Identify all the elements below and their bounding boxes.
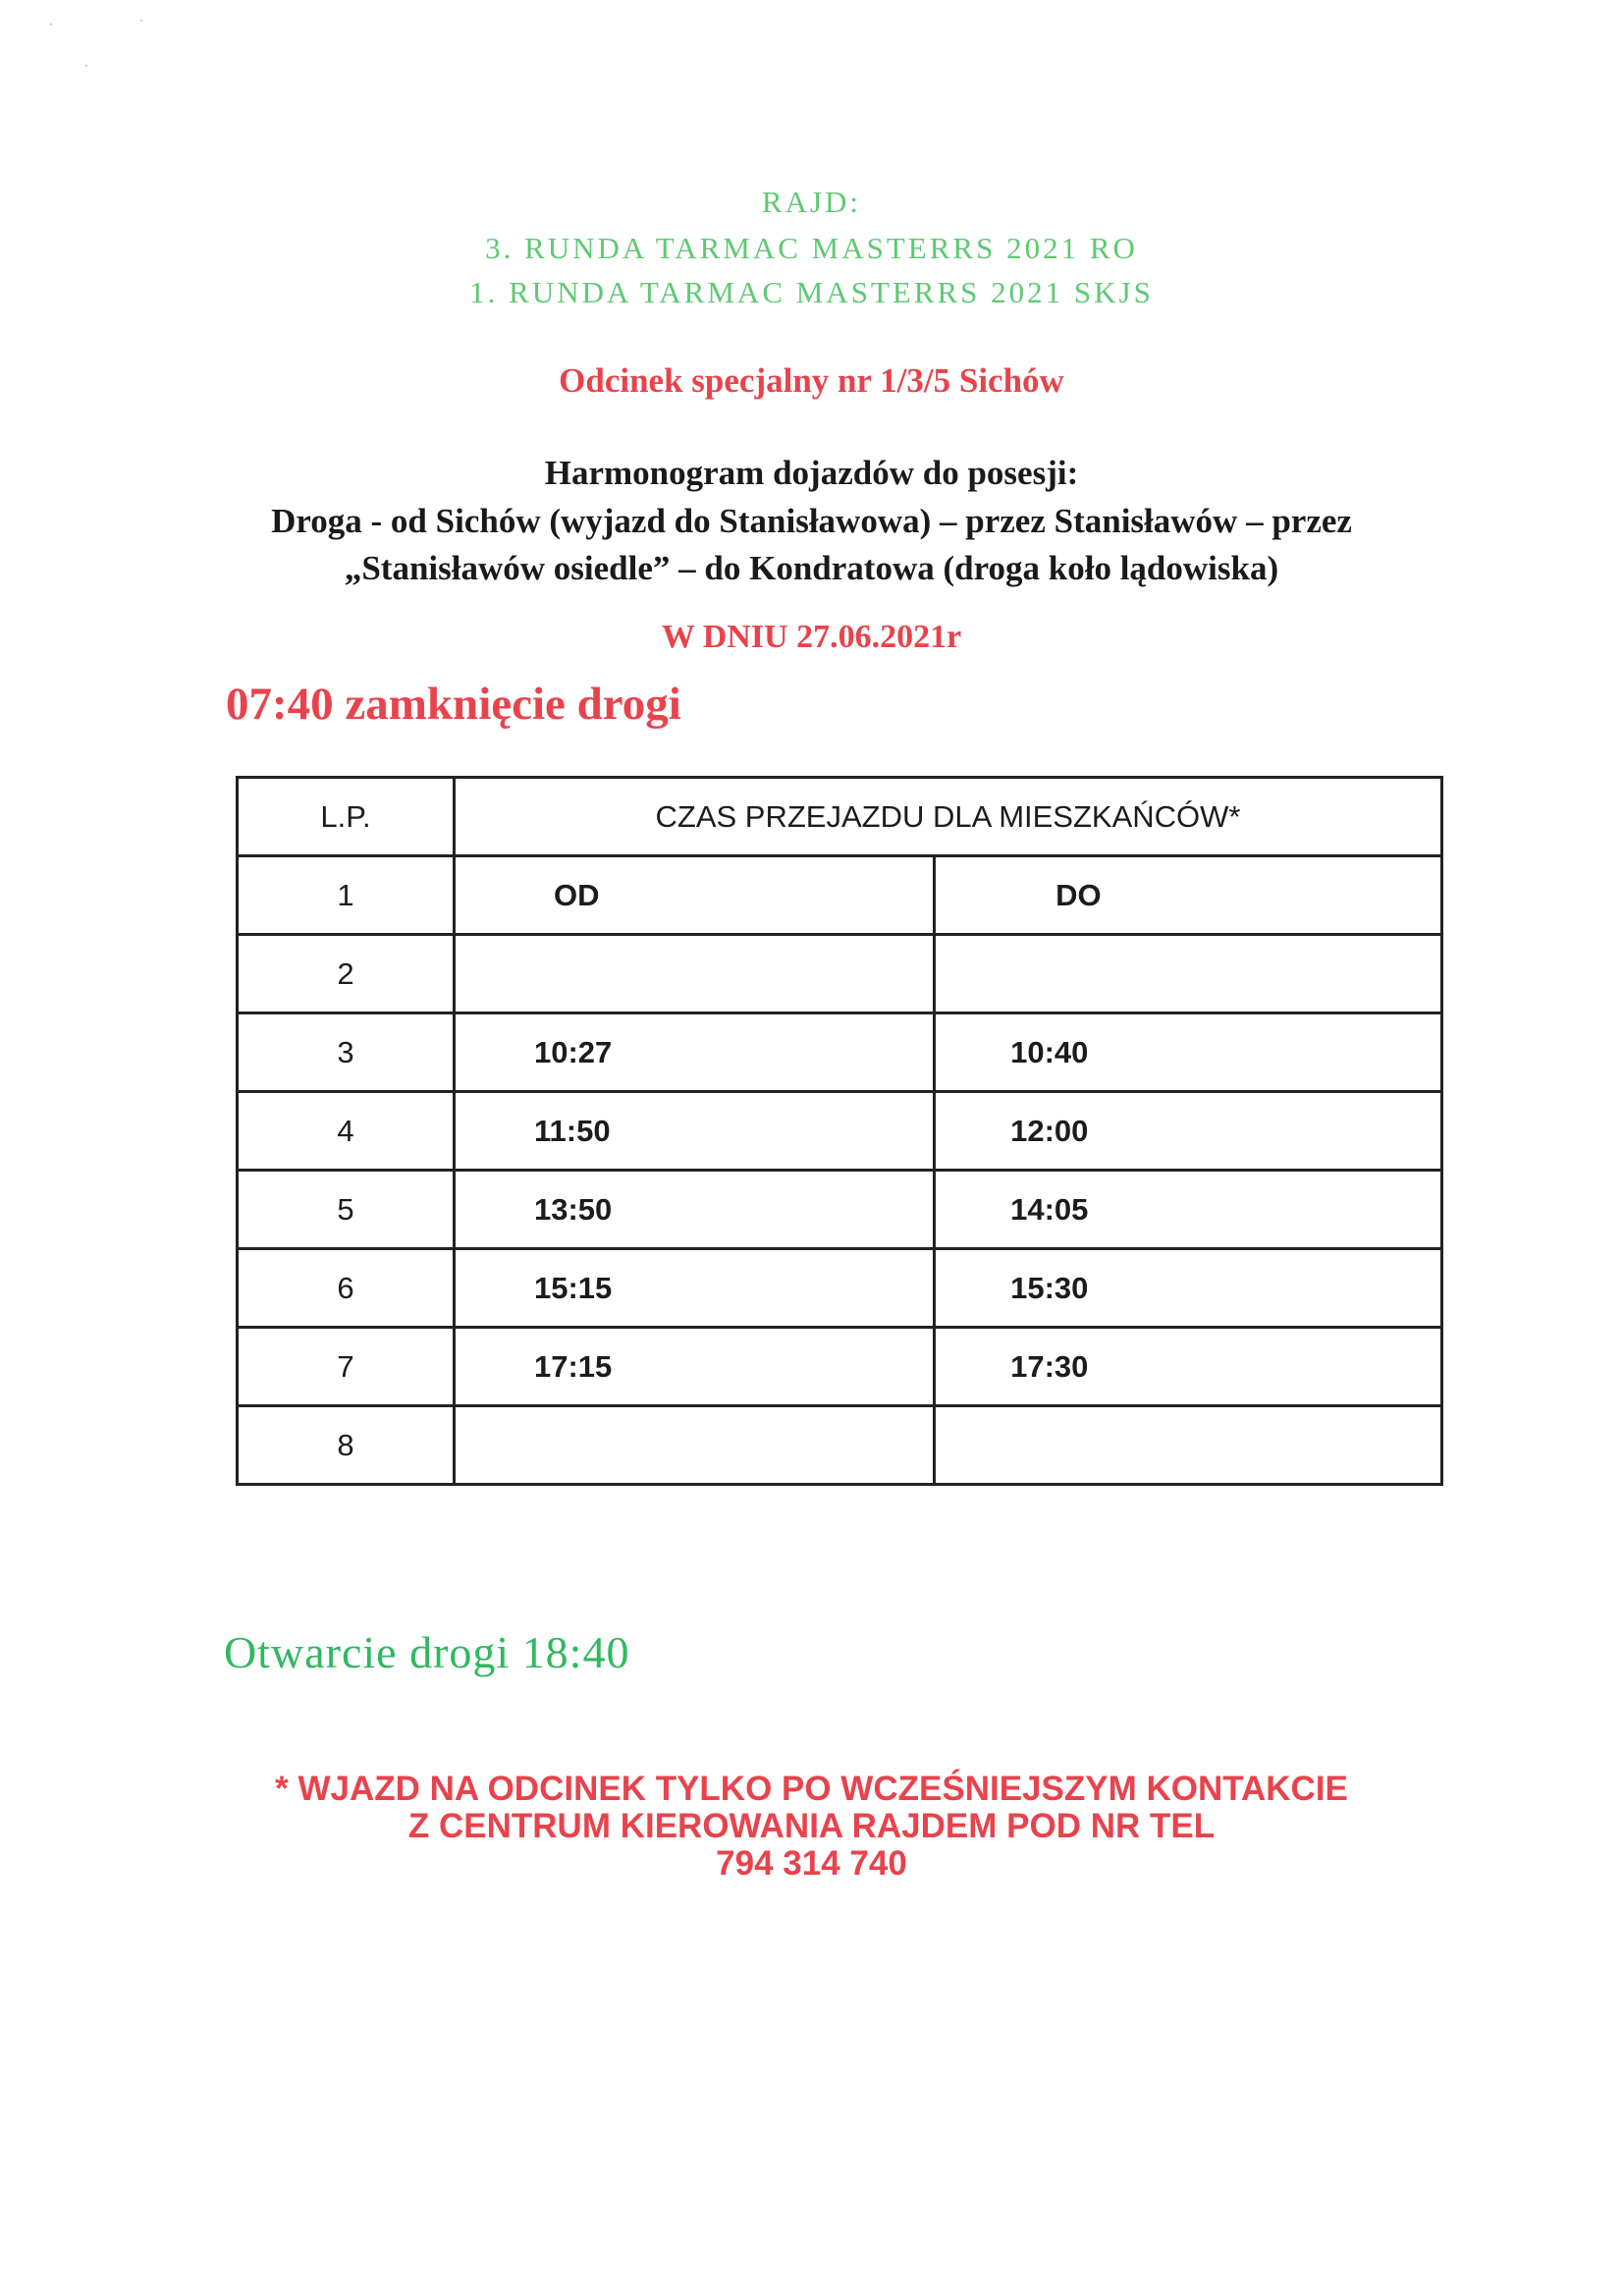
column-header-lp: L.P.	[238, 778, 455, 856]
column-header-time: CZAS PRZEJAZDU DLA MIESZKAŃCÓW*	[455, 778, 1442, 856]
time-from	[455, 935, 935, 1013]
rally-label: RAJD:	[761, 185, 862, 219]
row-number: 7	[238, 1328, 455, 1406]
scan-speck: ·	[139, 14, 143, 27]
table-row	[238, 1013, 1442, 1092]
time-to: 15:30	[935, 1249, 1442, 1328]
table-row	[238, 856, 1442, 935]
scan-speck: ·	[84, 59, 88, 73]
scan-speck: ·	[49, 18, 53, 31]
rally-line-2: 1. RUNDA TARMAC MASTERRS 2021 SKJS	[469, 275, 1154, 309]
contact-note-line-1: * WJAZD NA ODCINEK TYLKO PO WCZEŚNIEJSZYM KONTAKCIE	[275, 1770, 1348, 1808]
table-row	[238, 1171, 1442, 1249]
table-row	[238, 1249, 1442, 1328]
row-number: 1	[238, 856, 455, 935]
contact-phone: 794 314 740	[716, 1844, 907, 1883]
time-to: 17:30	[935, 1328, 1442, 1406]
time-to: 10:40	[935, 1013, 1442, 1092]
time-from: 17:15	[455, 1328, 935, 1406]
schedule-table	[236, 776, 1443, 1486]
time-from	[455, 1406, 935, 1485]
time-from: 13:50	[455, 1171, 935, 1249]
time-to	[935, 1406, 1442, 1485]
row-number: 8	[238, 1406, 455, 1485]
table-row	[238, 935, 1442, 1013]
time-to	[935, 935, 1442, 1013]
subheader-from: OD	[455, 856, 935, 935]
route-line-2: „Stanisławów osiedle” – do Kondratowa (droga koło lądowiska)	[344, 549, 1279, 587]
schedule-title: Harmonogram dojazdów do posesji:	[544, 454, 1079, 492]
subheader-to: DO	[935, 856, 1442, 935]
event-date: W DNIU 27.06.2021r	[661, 619, 962, 655]
table-row	[238, 1092, 1442, 1171]
table-row	[238, 1406, 1442, 1485]
time-to: 14:05	[935, 1171, 1442, 1249]
table-header-row	[238, 778, 1442, 856]
time-from: 11:50	[455, 1092, 935, 1171]
time-from: 10:27	[455, 1013, 935, 1092]
row-number: 6	[238, 1249, 455, 1328]
stage-title: Odcinek specjalny nr 1/3/5 Sichów	[559, 361, 1064, 400]
road-opening-time: Otwarcie drogi 18:40	[224, 1627, 630, 1677]
row-number: 3	[238, 1013, 455, 1092]
time-to: 12:00	[935, 1092, 1442, 1171]
row-number: 5	[238, 1171, 455, 1249]
road-closing-time: 07:40 zamknięcie drogi	[226, 679, 681, 730]
row-number: 4	[238, 1092, 455, 1171]
table-row	[238, 1328, 1442, 1406]
rally-line-1: 3. RUNDA TARMAC MASTERRS 2021 RO	[485, 231, 1138, 265]
route-line-1: Droga - od Sichów (wyjazd do Stanisławowa) – przez Stanisławów – przez	[271, 502, 1352, 540]
row-number: 2	[238, 935, 455, 1013]
contact-note-line-2: Z CENTRUM KIEROWANIA RAJDEM POD NR TEL	[407, 1807, 1216, 1845]
time-from: 15:15	[455, 1249, 935, 1328]
